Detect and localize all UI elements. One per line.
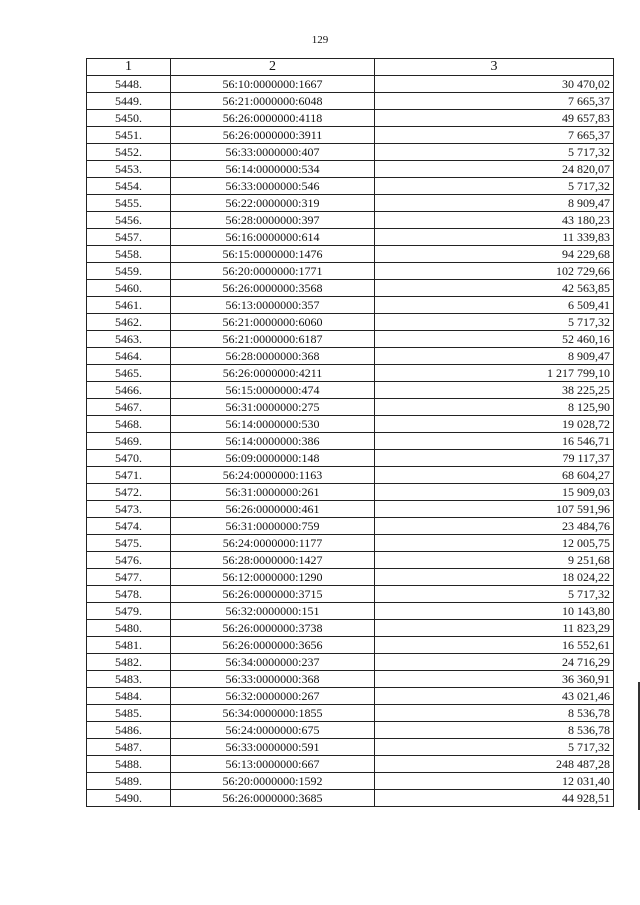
value-cell: 19 028,72 xyxy=(375,416,614,433)
value-cell: 44 928,51 xyxy=(375,790,614,807)
row-number-cell: 5458. xyxy=(87,246,171,263)
row-number-cell: 5464. xyxy=(87,348,171,365)
table-row xyxy=(87,280,614,297)
value-cell: 23 484,76 xyxy=(375,518,614,535)
table-row xyxy=(87,263,614,280)
cadastral-number-cell: 56:28:0000000:397 xyxy=(171,212,375,229)
row-number-cell: 5456. xyxy=(87,212,171,229)
row-number-cell: 5472. xyxy=(87,484,171,501)
cadastral-number-cell: 56:33:0000000:546 xyxy=(171,178,375,195)
row-number-cell: 5478. xyxy=(87,586,171,603)
cadastral-number-cell: 56:31:0000000:759 xyxy=(171,518,375,535)
cadastral-number-cell: 56:09:0000000:148 xyxy=(171,450,375,467)
cadastral-number-cell: 56:13:0000000:667 xyxy=(171,756,375,773)
cadastral-number-cell: 56:26:0000000:3911 xyxy=(171,127,375,144)
row-number-cell: 5459. xyxy=(87,263,171,280)
value-cell: 38 225,25 xyxy=(375,382,614,399)
table-row xyxy=(87,365,614,382)
value-cell: 79 117,37 xyxy=(375,450,614,467)
cadastral-number-cell: 56:21:0000000:6060 xyxy=(171,314,375,331)
table-body xyxy=(87,76,614,807)
cadastral-number-cell: 56:26:0000000:3568 xyxy=(171,280,375,297)
table-row xyxy=(87,127,614,144)
table-row xyxy=(87,501,614,518)
value-cell: 42 563,85 xyxy=(375,280,614,297)
table-row xyxy=(87,382,614,399)
row-number-cell: 5471. xyxy=(87,467,171,484)
table-row xyxy=(87,586,614,603)
cadastral-number-cell: 56:28:0000000:368 xyxy=(171,348,375,365)
table-row xyxy=(87,688,614,705)
cadastral-number-cell: 56:26:0000000:3715 xyxy=(171,586,375,603)
value-cell: 9 251,68 xyxy=(375,552,614,569)
cadastral-number-cell: 56:28:0000000:1427 xyxy=(171,552,375,569)
row-number-cell: 5452. xyxy=(87,144,171,161)
table-row xyxy=(87,433,614,450)
value-cell: 8 909,47 xyxy=(375,348,614,365)
value-cell: 30 470,02 xyxy=(375,76,614,93)
value-cell: 16 552,61 xyxy=(375,637,614,654)
cadastral-number-cell: 56:24:0000000:1177 xyxy=(171,535,375,552)
table-row xyxy=(87,705,614,722)
value-cell: 12 005,75 xyxy=(375,535,614,552)
row-number-cell: 5466. xyxy=(87,382,171,399)
table-row xyxy=(87,416,614,433)
cadastral-number-cell: 56:13:0000000:357 xyxy=(171,297,375,314)
row-number-cell: 5476. xyxy=(87,552,171,569)
row-number-cell: 5462. xyxy=(87,314,171,331)
table-row xyxy=(87,790,614,807)
row-number-cell: 5483. xyxy=(87,671,171,688)
value-cell: 248 487,28 xyxy=(375,756,614,773)
cadastral-number-cell: 56:14:0000000:530 xyxy=(171,416,375,433)
row-number-cell: 5488. xyxy=(87,756,171,773)
cadastral-number-cell: 56:26:0000000:3738 xyxy=(171,620,375,637)
table-row xyxy=(87,637,614,654)
value-cell: 43 180,23 xyxy=(375,212,614,229)
table-row xyxy=(87,671,614,688)
column-header-number: 1 xyxy=(87,59,171,76)
table-row xyxy=(87,144,614,161)
value-cell: 11 339,83 xyxy=(375,229,614,246)
value-cell: 8 536,78 xyxy=(375,705,614,722)
cadastral-number-cell: 56:34:0000000:237 xyxy=(171,654,375,671)
value-cell: 8 125,90 xyxy=(375,399,614,416)
table-row xyxy=(87,110,614,127)
value-cell: 68 604,27 xyxy=(375,467,614,484)
value-cell: 7 665,37 xyxy=(375,127,614,144)
row-number-cell: 5475. xyxy=(87,535,171,552)
value-cell: 5 717,32 xyxy=(375,178,614,195)
value-cell: 49 657,83 xyxy=(375,110,614,127)
cadastral-number-cell: 56:10:0000000:1667 xyxy=(171,76,375,93)
table-row xyxy=(87,467,614,484)
row-number-cell: 5455. xyxy=(87,195,171,212)
registry-table xyxy=(86,58,614,807)
row-number-cell: 5485. xyxy=(87,705,171,722)
cadastral-number-cell: 56:21:0000000:6187 xyxy=(171,331,375,348)
cadastral-number-cell: 56:20:0000000:1592 xyxy=(171,773,375,790)
value-cell: 10 143,80 xyxy=(375,603,614,620)
row-number-cell: 5482. xyxy=(87,654,171,671)
row-number-cell: 5490. xyxy=(87,790,171,807)
table-row xyxy=(87,348,614,365)
value-cell: 43 021,46 xyxy=(375,688,614,705)
header-row xyxy=(87,59,614,76)
table-row xyxy=(87,314,614,331)
row-number-cell: 5487. xyxy=(87,739,171,756)
value-cell: 12 031,40 xyxy=(375,773,614,790)
row-number-cell: 5481. xyxy=(87,637,171,654)
cadastral-number-cell: 56:33:0000000:368 xyxy=(171,671,375,688)
value-cell: 5 717,32 xyxy=(375,586,614,603)
row-number-cell: 5489. xyxy=(87,773,171,790)
cadastral-number-cell: 56:33:0000000:407 xyxy=(171,144,375,161)
table-row xyxy=(87,297,614,314)
table-row xyxy=(87,722,614,739)
cadastral-number-cell: 56:26:0000000:3685 xyxy=(171,790,375,807)
value-cell: 16 546,71 xyxy=(375,433,614,450)
cadastral-number-cell: 56:32:0000000:151 xyxy=(171,603,375,620)
cadastral-number-cell: 56:24:0000000:1163 xyxy=(171,467,375,484)
value-cell: 5 717,32 xyxy=(375,144,614,161)
cadastral-number-cell: 56:16:0000000:614 xyxy=(171,229,375,246)
row-number-cell: 5474. xyxy=(87,518,171,535)
row-number-cell: 5470. xyxy=(87,450,171,467)
table-row xyxy=(87,195,614,212)
row-number-cell: 5486. xyxy=(87,722,171,739)
value-cell: 24 820,07 xyxy=(375,161,614,178)
cadastral-number-cell: 56:26:0000000:4118 xyxy=(171,110,375,127)
table-row xyxy=(87,229,614,246)
value-cell: 94 229,68 xyxy=(375,246,614,263)
row-number-cell: 5451. xyxy=(87,127,171,144)
table-row xyxy=(87,569,614,586)
table-row xyxy=(87,450,614,467)
table-row xyxy=(87,535,614,552)
table-row xyxy=(87,246,614,263)
value-cell: 8 536,78 xyxy=(375,722,614,739)
table-row xyxy=(87,603,614,620)
page-number: 129 xyxy=(311,34,329,46)
cadastral-number-cell: 56:12:0000000:1290 xyxy=(171,569,375,586)
value-cell: 52 460,16 xyxy=(375,331,614,348)
value-cell: 5 717,32 xyxy=(375,314,614,331)
row-number-cell: 5453. xyxy=(87,161,171,178)
table-row xyxy=(87,654,614,671)
table-row xyxy=(87,620,614,637)
value-cell: 8 909,47 xyxy=(375,195,614,212)
cadastral-number-cell: 56:15:0000000:1476 xyxy=(171,246,375,263)
cadastral-number-cell: 56:24:0000000:675 xyxy=(171,722,375,739)
row-number-cell: 5479. xyxy=(87,603,171,620)
value-cell: 24 716,29 xyxy=(375,654,614,671)
table-row xyxy=(87,739,614,756)
table-row xyxy=(87,399,614,416)
row-number-cell: 5448. xyxy=(87,76,171,93)
value-cell: 36 360,91 xyxy=(375,671,614,688)
row-number-cell: 5468. xyxy=(87,416,171,433)
table-row xyxy=(87,212,614,229)
cadastral-number-cell: 56:33:0000000:591 xyxy=(171,739,375,756)
row-number-cell: 5449. xyxy=(87,93,171,110)
row-number-cell: 5460. xyxy=(87,280,171,297)
value-cell: 11 823,29 xyxy=(375,620,614,637)
value-cell: 6 509,41 xyxy=(375,297,614,314)
table-row xyxy=(87,93,614,110)
row-number-cell: 5463. xyxy=(87,331,171,348)
cadastral-number-cell: 56:14:0000000:386 xyxy=(171,433,375,450)
table-row xyxy=(87,552,614,569)
table-row xyxy=(87,331,614,348)
row-number-cell: 5467. xyxy=(87,399,171,416)
row-number-cell: 5454. xyxy=(87,178,171,195)
value-cell: 107 591,96 xyxy=(375,501,614,518)
column-header-value: 3 xyxy=(375,59,614,76)
cadastral-number-cell: 56:31:0000000:261 xyxy=(171,484,375,501)
table-row xyxy=(87,76,614,93)
table-row xyxy=(87,518,614,535)
row-number-cell: 5484. xyxy=(87,688,171,705)
cadastral-number-cell: 56:22:0000000:319 xyxy=(171,195,375,212)
table-row xyxy=(87,756,614,773)
table-row xyxy=(87,484,614,501)
cadastral-number-cell: 56:15:0000000:474 xyxy=(171,382,375,399)
table-row xyxy=(87,178,614,195)
cadastral-number-cell: 56:26:0000000:4211 xyxy=(171,365,375,382)
value-cell: 102 729,66 xyxy=(375,263,614,280)
cadastral-number-cell: 56:14:0000000:534 xyxy=(171,161,375,178)
cadastral-number-cell: 56:31:0000000:275 xyxy=(171,399,375,416)
row-number-cell: 5457. xyxy=(87,229,171,246)
row-number-cell: 5473. xyxy=(87,501,171,518)
row-number-cell: 5450. xyxy=(87,110,171,127)
row-number-cell: 5469. xyxy=(87,433,171,450)
table-header xyxy=(87,59,614,76)
cadastral-number-cell: 56:21:0000000:6048 xyxy=(171,93,375,110)
table-row xyxy=(87,161,614,178)
value-cell: 5 717,32 xyxy=(375,739,614,756)
row-number-cell: 5465. xyxy=(87,365,171,382)
cadastral-number-cell: 56:34:0000000:1855 xyxy=(171,705,375,722)
cadastral-number-cell: 56:26:0000000:461 xyxy=(171,501,375,518)
cadastral-number-cell: 56:26:0000000:3656 xyxy=(171,637,375,654)
row-number-cell: 5477. xyxy=(87,569,171,586)
row-number-cell: 5480. xyxy=(87,620,171,637)
value-cell: 15 909,03 xyxy=(375,484,614,501)
cadastral-number-cell: 56:32:0000000:267 xyxy=(171,688,375,705)
table-row xyxy=(87,773,614,790)
column-header-cadastral-number: 2 xyxy=(171,59,375,76)
value-cell: 18 024,22 xyxy=(375,569,614,586)
value-cell: 7 665,37 xyxy=(375,93,614,110)
cadastral-number-cell: 56:20:0000000:1771 xyxy=(171,263,375,280)
value-cell: 1 217 799,10 xyxy=(375,365,614,382)
row-number-cell: 5461. xyxy=(87,297,171,314)
